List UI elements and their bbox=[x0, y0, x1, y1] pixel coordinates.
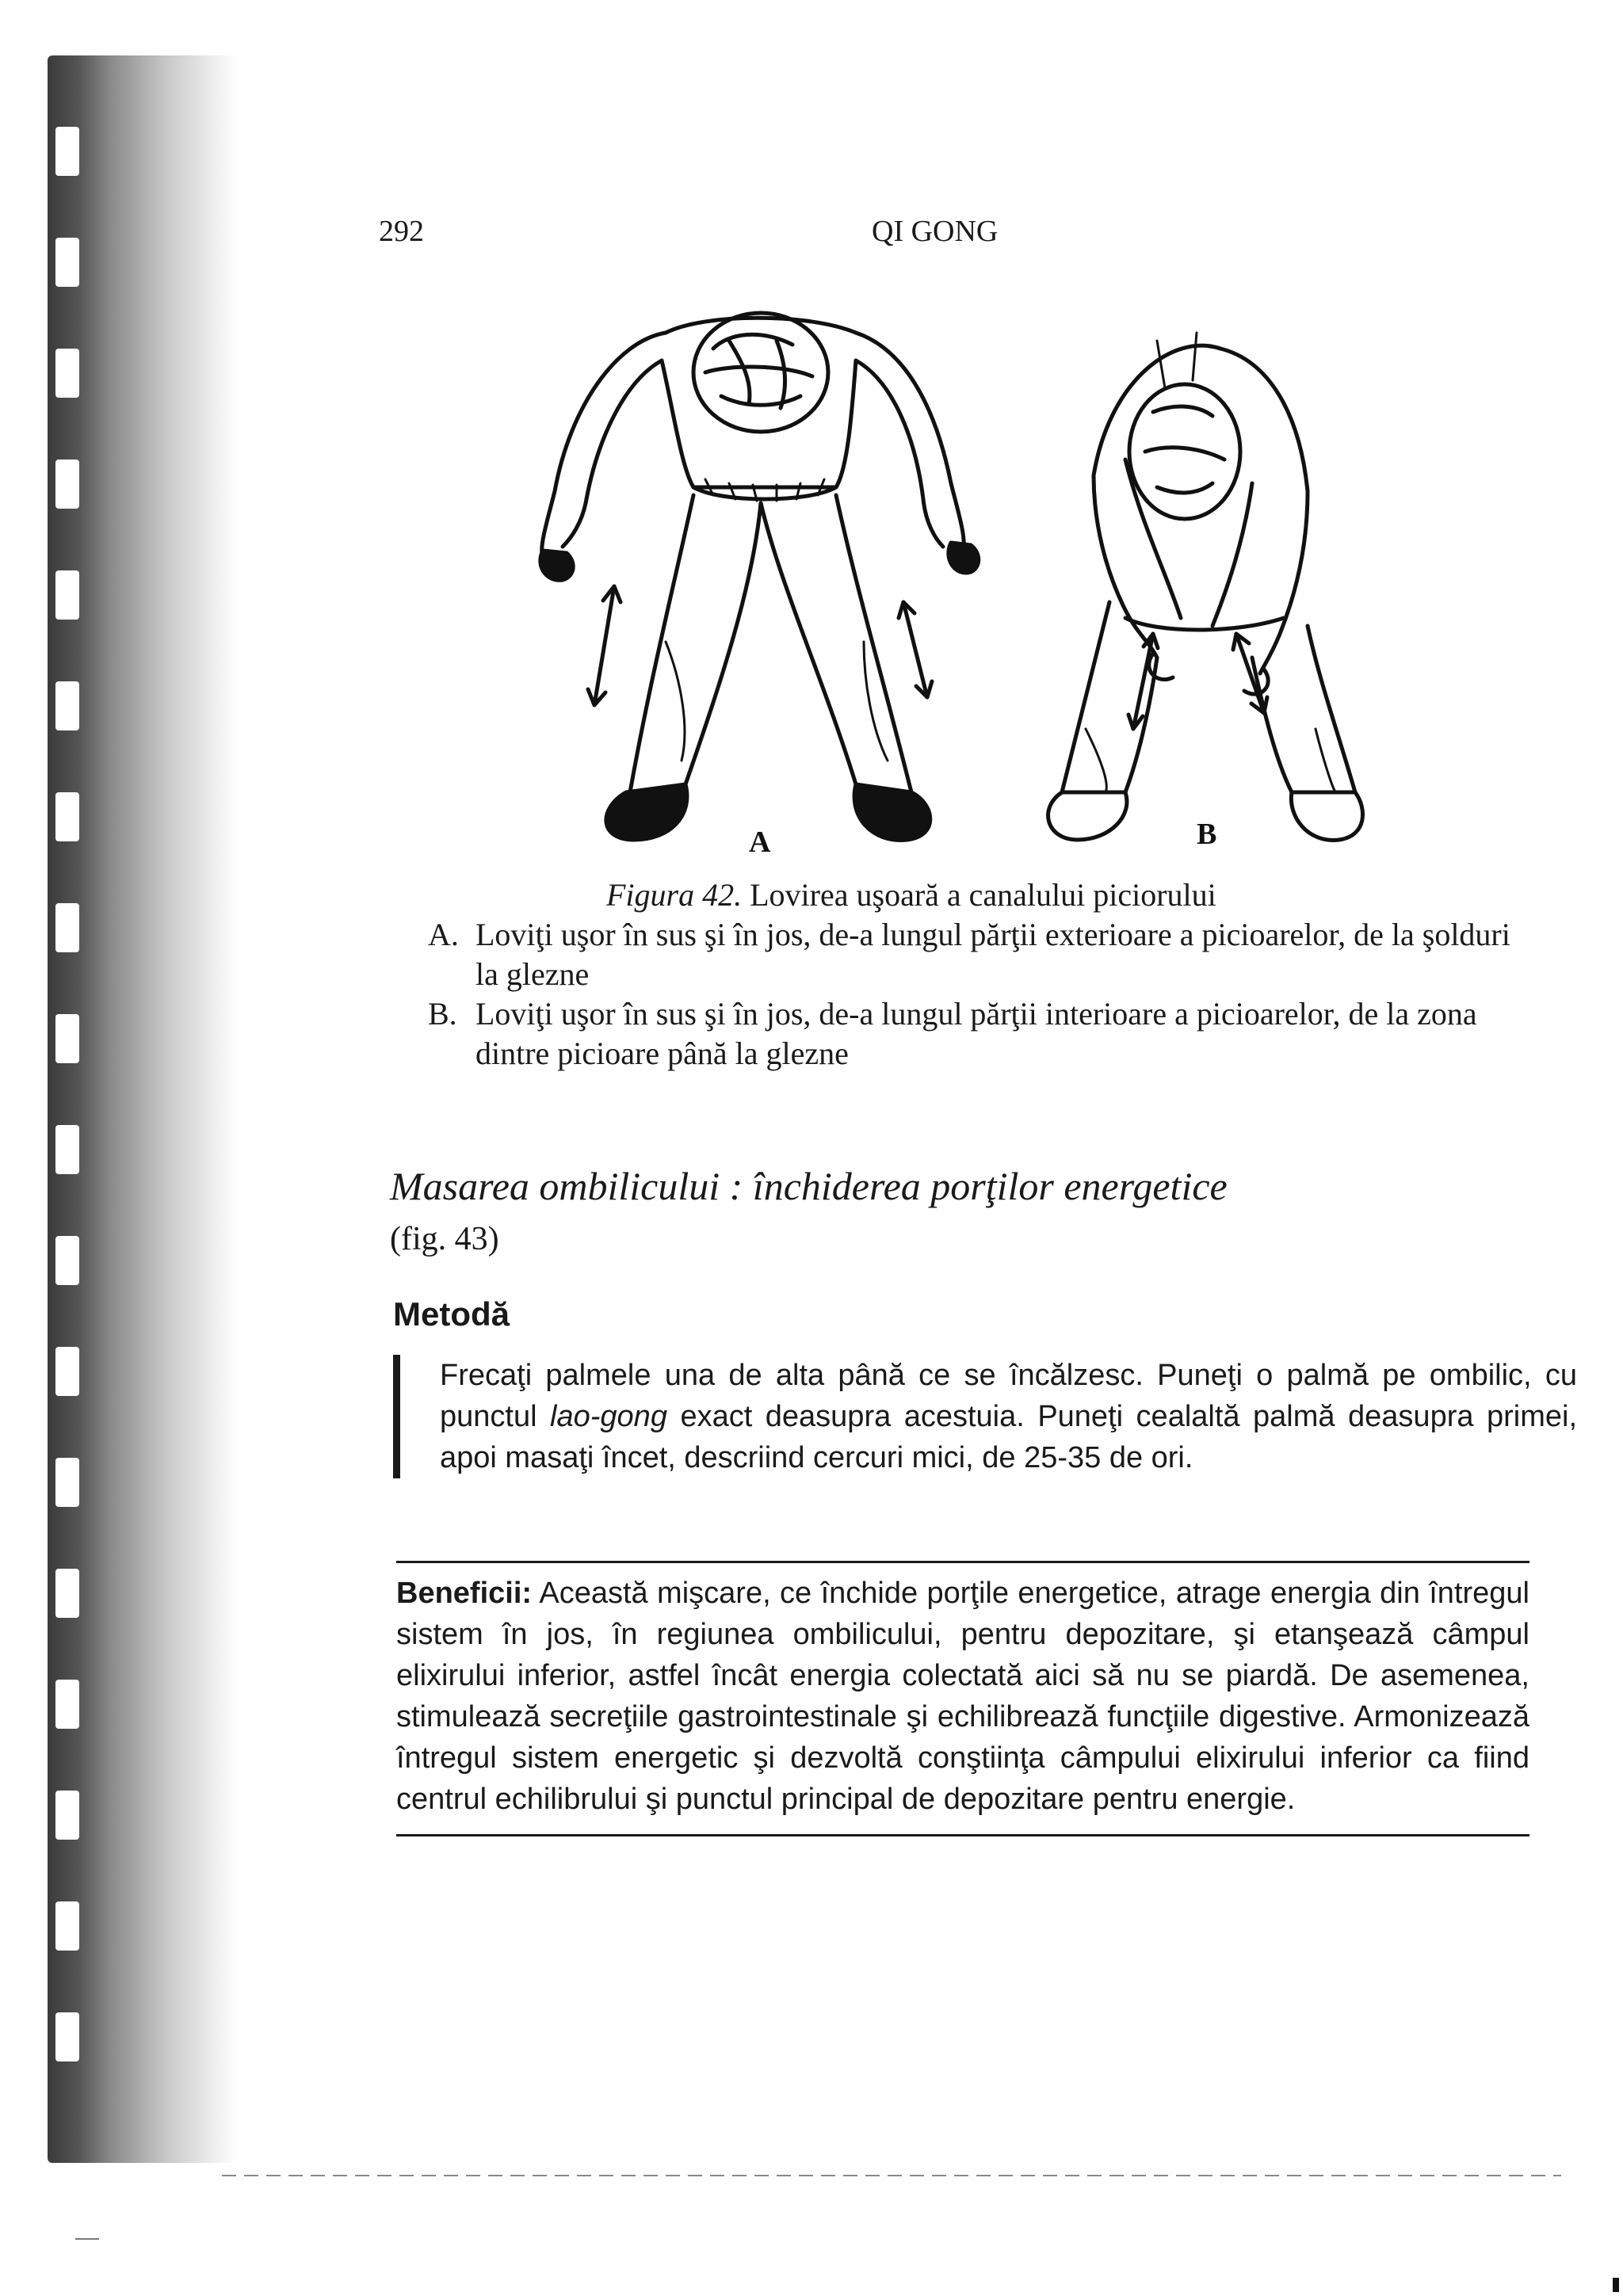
benefits-label: Beneficii: bbox=[396, 1577, 533, 1610]
figure-b-drawing bbox=[1048, 333, 1363, 840]
caption-title bbox=[428, 875, 1537, 915]
caption-title-text: Lovirea uşoară a canalului piciorului bbox=[750, 877, 1216, 913]
figure-a-drawing bbox=[540, 313, 979, 840]
figure-caption bbox=[428, 875, 1537, 1074]
method-text-part: exact deasupra acestuia. Puneţi cealaltă palmă deasupra primei, apoi masaţi încet, descriind cercuri mici, de 25-35 de ori. bbox=[440, 1400, 1578, 1474]
method-term: lao-gong bbox=[550, 1400, 667, 1433]
method-text bbox=[393, 1355, 1577, 1478]
method-heading: Metodă bbox=[393, 1295, 510, 1333]
section-heading: Masarea ombilicului : închiderea porţilor energetice bbox=[390, 1164, 1228, 1208]
caption-item-letter: B. bbox=[428, 996, 457, 1032]
caption-item-a bbox=[428, 915, 1537, 994]
caption-figure-label: Figura 42. bbox=[606, 877, 743, 913]
binding-strip bbox=[48, 55, 238, 2163]
figure-illustration bbox=[523, 285, 1403, 887]
caption-item-text: Loviţi uşor în sus şi în jos, de-a lungul părţii interioare a picioarelor, de la zona dintre picioare până la glezne bbox=[475, 996, 1477, 1071]
scan-mark bbox=[75, 2238, 99, 2240]
book-title: QI GONG bbox=[872, 215, 999, 248]
benefits-box bbox=[396, 1561, 1529, 1836]
figure-label-b: B bbox=[1197, 818, 1217, 851]
scan-mark bbox=[1613, 2278, 1619, 2292]
benefits-text: Această mişcare, ce închide porţile energetice, atrage energia din întregul sistem în jos, în regiunea ombilicului, pentru depozitare, şi etanşează câmpul elixirului inferior, astfel încât energia colectată aici să nu se piardă. De asemenea, stimulează secreţiile gastrointestinale şi echilibrează funcţiile digestive. Armonizează întregul sistem energetic şi dezvoltă conştiinţa câmpului elixirului inferior ca fiind centrul echilibrului şi punctul principal de depozitare pentru energie. bbox=[396, 1577, 1529, 1816]
page-bottom-edge bbox=[222, 2175, 1561, 2176]
section-figure-ref: (fig. 43) bbox=[390, 1221, 499, 1257]
caption-item-text: Loviţi uşor în sus şi în jos, de-a lungul părţii exterioare a picioarelor, de la şolduri la glezne bbox=[475, 917, 1510, 992]
method-text-part: Frecaţi palmele una de alta până ce se încălzesc. Puneţi o palmă pe ombilic, cu punctul bbox=[440, 1359, 1577, 1433]
running-head bbox=[0, 214, 1623, 254]
figure-label-a: A bbox=[749, 826, 771, 859]
caption-item-b bbox=[428, 994, 1537, 1074]
caption-item-letter: A. bbox=[428, 917, 459, 952]
page-number: 292 bbox=[379, 215, 424, 248]
